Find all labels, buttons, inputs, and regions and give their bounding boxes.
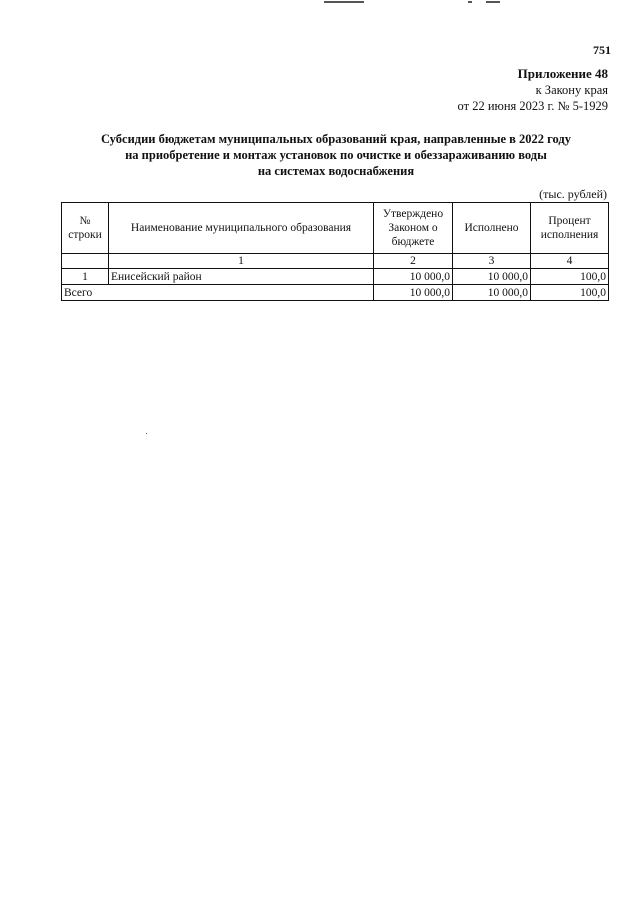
- total-percent: 100,0: [531, 285, 609, 301]
- total-label: Всего: [62, 285, 374, 301]
- page-number: 751: [593, 43, 611, 57]
- total-executed: 10 000,0: [453, 285, 531, 301]
- column-number-row: [62, 254, 609, 269]
- title-line-3: на системах водоснабжения: [257, 164, 415, 178]
- title-line-1: Субсидии бюджетам муниципальных образований края, направленные в 2022 году: [100, 132, 572, 146]
- appendix-law-ref: к Закону края: [535, 83, 608, 97]
- title-line-2: на приобретение и монтаж установок по очистке и обеззараживанию воды: [125, 148, 547, 162]
- table-row: [62, 269, 609, 285]
- header-approved: Утверждено Законом о бюджете: [374, 203, 453, 254]
- total-approved: 10 000,0: [374, 285, 453, 301]
- row-number: 1: [62, 269, 109, 285]
- header-executed: Исполнено: [453, 203, 531, 254]
- total-row: [62, 285, 609, 301]
- header-percent: Процент исполнения: [531, 203, 609, 254]
- column-number-empty: [62, 254, 109, 269]
- column-number-2: 2: [374, 254, 453, 269]
- header-row-number: № строки: [62, 203, 109, 254]
- column-number-1: 1: [109, 254, 374, 269]
- unit-note: (тыс. рублей): [539, 187, 607, 201]
- appendix-title: Приложение 48: [517, 66, 608, 81]
- document-title: [60, 131, 612, 179]
- executed-amount: 10 000,0: [453, 269, 531, 285]
- appendix-block: [458, 66, 608, 114]
- scan-artifact-marks: [320, 0, 500, 4]
- appendix-law-date: от 22 июня 2023 г. № 5-1929: [457, 99, 608, 113]
- execution-percent: 100,0: [531, 269, 609, 285]
- approved-amount: 10 000,0: [374, 269, 453, 285]
- scan-speck: [146, 433, 147, 434]
- subsidy-table: [61, 202, 609, 301]
- column-number-3: 3: [453, 254, 531, 269]
- table-header-row: [62, 203, 609, 254]
- column-number-4: 4: [531, 254, 609, 269]
- header-municipality-name: Наименование муниципального образования: [109, 203, 374, 254]
- municipality-name: Енисейский район: [109, 269, 374, 285]
